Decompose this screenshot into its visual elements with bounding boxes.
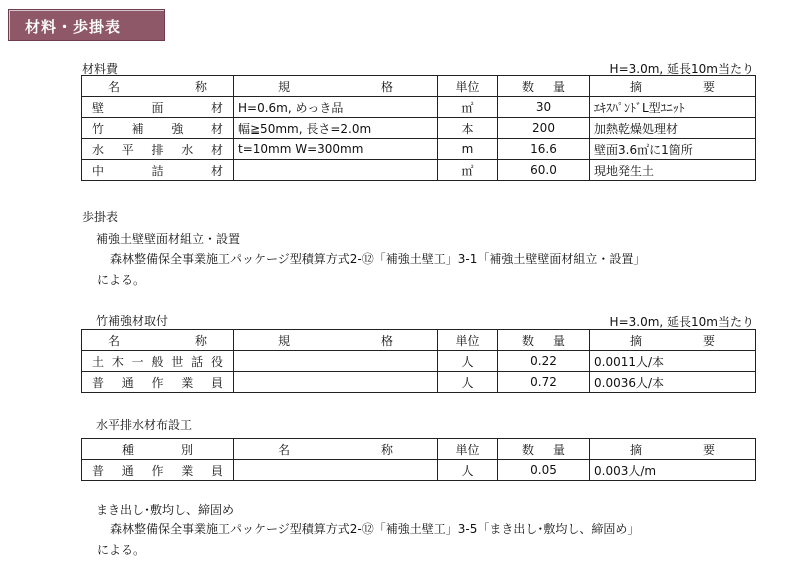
header-name: 名 称 — [82, 330, 234, 351]
table-row — [82, 372, 756, 393]
row-name-text: 中 詰 材 — [92, 163, 223, 178]
row-name-text: 普 通 作 業 員 — [92, 375, 223, 390]
spread-subtitle: まき出し･敷均し、締固め — [96, 503, 235, 517]
row-spec: t=10mm W=300mm — [234, 139, 438, 160]
header-qty: 数 量 — [498, 330, 590, 351]
row-remark: 0.003人/m — [590, 460, 756, 481]
row-name — [82, 139, 234, 160]
table-row — [82, 97, 756, 118]
row-name — [82, 97, 234, 118]
table-row — [82, 118, 756, 139]
materials-title: 材料費 — [82, 62, 119, 76]
row-unit: ㎡ — [438, 160, 498, 181]
row-unit: 人 — [438, 351, 498, 372]
row-qty: 16.6 — [498, 139, 590, 160]
labor-line1: 森林整備保全事業施工パッケージ型積算方式2-⑫「補強土壁工」3-1「補強土壁壁面材組立・設置」 — [110, 252, 646, 266]
row-spec — [234, 460, 438, 481]
header-remark: 摘 要 — [590, 330, 756, 351]
spread-line2: による。 — [97, 543, 146, 557]
row-remark: 現地発生土 — [590, 160, 756, 181]
row-qty: 200 — [498, 118, 590, 139]
row-remark: 0.0036人/本 — [590, 372, 756, 393]
row-name — [82, 460, 234, 481]
row-unit: 本 — [438, 118, 498, 139]
row-qty: 30 — [498, 97, 590, 118]
header-unit: 単位 — [438, 330, 498, 351]
table-row — [82, 160, 756, 181]
row-qty: 0.22 — [498, 351, 590, 372]
header-qty: 数 量 — [498, 439, 590, 460]
row-unit: 人 — [438, 372, 498, 393]
row-qty: 60.0 — [498, 160, 590, 181]
row-spec: H=0.6m, めっき品 — [234, 97, 438, 118]
table-row — [82, 139, 756, 160]
row-spec — [234, 372, 438, 393]
header-name: 名 称 — [82, 76, 234, 97]
row-remark: 壁面3.6㎡に1箇所 — [590, 139, 756, 160]
table-header-row — [82, 439, 756, 460]
row-qty: 0.72 — [498, 372, 590, 393]
table-header-row — [82, 76, 756, 97]
row-remark: 0.0011人/本 — [590, 351, 756, 372]
bamboo-title: 竹補強材取付 — [96, 314, 169, 328]
header-remark: 摘 要 — [590, 76, 756, 97]
header-remark: 摘 要 — [590, 439, 756, 460]
row-unit: m — [438, 139, 498, 160]
row-name-text: 普 通 作 業 員 — [92, 463, 223, 478]
drain-table — [81, 438, 756, 481]
bamboo-table — [81, 329, 756, 393]
row-name-text: 土 木 一 般 世 話 役 — [92, 354, 223, 369]
header-unit: 単位 — [438, 439, 498, 460]
row-unit: 人 — [438, 460, 498, 481]
row-name — [82, 118, 234, 139]
row-name-text: 竹 補 強 材 — [92, 121, 223, 136]
header-name: 名 称 — [234, 439, 438, 460]
row-name — [82, 372, 234, 393]
labor-title: 歩掛表 — [82, 210, 119, 224]
row-name — [82, 351, 234, 372]
header-spec: 規 格 — [234, 330, 438, 351]
labor-line2: による。 — [97, 273, 146, 287]
table-row — [82, 351, 756, 372]
labor-subtitle: 補強土壁壁面材組立・設置 — [96, 232, 241, 246]
row-name-text: 壁 面 材 — [92, 100, 223, 115]
header-unit: 単位 — [438, 76, 498, 97]
row-spec — [234, 160, 438, 181]
section-banner — [8, 9, 165, 41]
bamboo-note: H=3.0m, 延長10m当たり — [609, 315, 754, 329]
row-unit: ㎡ — [438, 97, 498, 118]
row-name — [82, 160, 234, 181]
table-row — [82, 460, 756, 481]
drain-title: 水平排水材布設工 — [96, 418, 193, 432]
materials-table — [81, 75, 756, 181]
header-qty: 数 量 — [498, 76, 590, 97]
row-spec: 幅≧50mm, 長さ=2.0m — [234, 118, 438, 139]
row-spec — [234, 351, 438, 372]
row-remark: 加熱乾燥処理材 — [590, 118, 756, 139]
spread-line1: 森林整備保全事業施工パッケージ型積算方式2-⑫「補強土壁工」3-5「まき出し･敷均し、締固め」 — [110, 522, 640, 536]
row-name-text: 水 平 排 水 材 — [92, 142, 223, 157]
materials-note: H=3.0m, 延長10m当たり — [609, 62, 754, 76]
table-header-row — [82, 330, 756, 351]
header-type: 種 別 — [82, 439, 234, 460]
header-spec: 規 格 — [234, 76, 438, 97]
banner-title: 材料・歩掛表 — [25, 18, 122, 36]
row-qty: 0.05 — [498, 460, 590, 481]
row-remark: ｴｷｽﾊﾟﾝﾄﾞL型ﾕﾆｯﾄ — [590, 97, 756, 118]
